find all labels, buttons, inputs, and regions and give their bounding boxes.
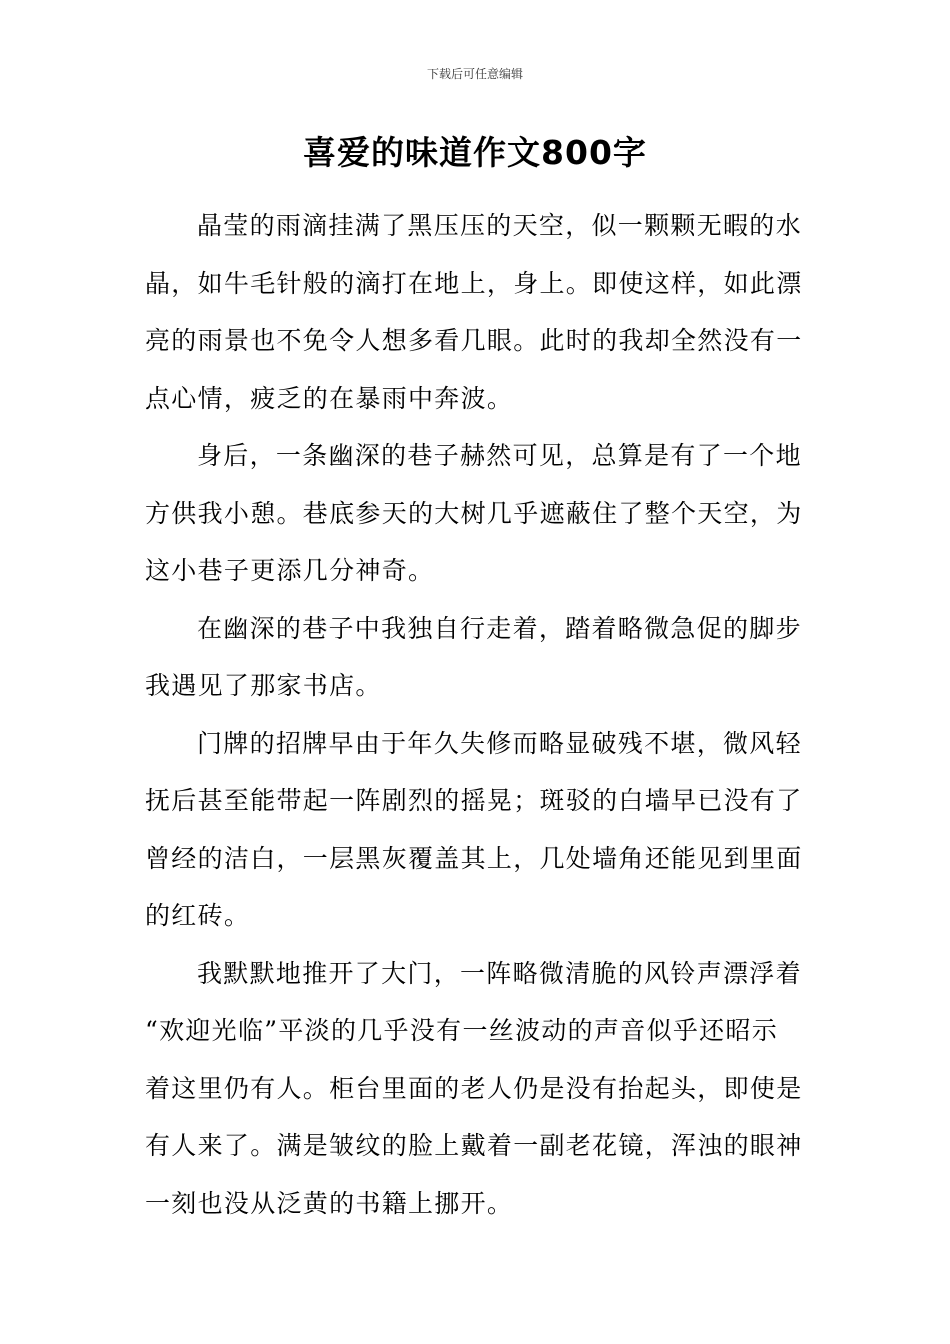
paragraph-line: 抚后甚至能带起一阵剧烈的摇晃；斑驳的白墙早已没有了: [145, 786, 803, 815]
paragraph-3: [145, 600, 809, 715]
paragraph-line: 晶，如牛毛针般的滴打在地上，身上。即使这样，如此漂: [145, 268, 803, 298]
document-title: 喜爱的味道作文800字: [303, 133, 647, 172]
paragraph-line: 曾经的洁白，一层黑灰覆盖其上，几处墙角还能见到里面: [145, 843, 803, 873]
paragraph-line: 方供我小憩。巷底参天的大树几乎遮蔽住了整个天空，为: [145, 498, 803, 528]
paragraph-line: “欢迎光临”平淡的几乎没有一丝波动的声音似乎还昭示: [145, 1016, 779, 1045]
paragraph-line: 着这里仍有人。柜台里面的老人仍是没有抬起头，即使是: [145, 1073, 803, 1103]
paragraph-line: 的红砖。: [145, 901, 251, 930]
paragraph-line: 门牌的招牌早由于年久失修而略显破残不堪，微风轻: [197, 728, 802, 758]
paragraph-line: 一刻也没从泛黄的书籍上挪开。: [145, 1188, 514, 1218]
paragraph-line: 亮的雨景也不免令人想多看几眼。此时的我却全然没有一: [145, 326, 803, 355]
paragraph-4: [145, 715, 809, 945]
paragraph-line: 这小巷子更添几分神奇。: [145, 556, 435, 585]
paragraph-2: [145, 427, 809, 600]
paragraph-line: 我遇见了那家书店。: [145, 671, 382, 700]
paragraph-1: [145, 197, 809, 427]
paragraph-line: 我默默地推开了大门，一阵略微清脆的风铃声漂浮着: [197, 958, 802, 988]
paragraph-line: 有人来了。满是皱纹的脸上戴着一副老花镜，浑浊的眼神: [145, 1131, 803, 1160]
document-body: [145, 197, 809, 1232]
paragraph-line: 在幽深的巷子中我独自行走着，踏着略微急促的脚步: [197, 613, 802, 643]
paragraph-line: 晶莹的雨滴挂满了黑压压的天空，似一颗颗无暇的水: [197, 211, 802, 240]
paragraph-5: [145, 945, 809, 1233]
paragraph-line: 身后，一条幽深的巷子赫然可见，总算是有了一个地: [197, 441, 802, 470]
paragraph-line: 点心情，疲乏的在暴雨中奔波。: [145, 383, 514, 413]
page-header-note: 下载后可任意编辑: [426, 67, 523, 81]
